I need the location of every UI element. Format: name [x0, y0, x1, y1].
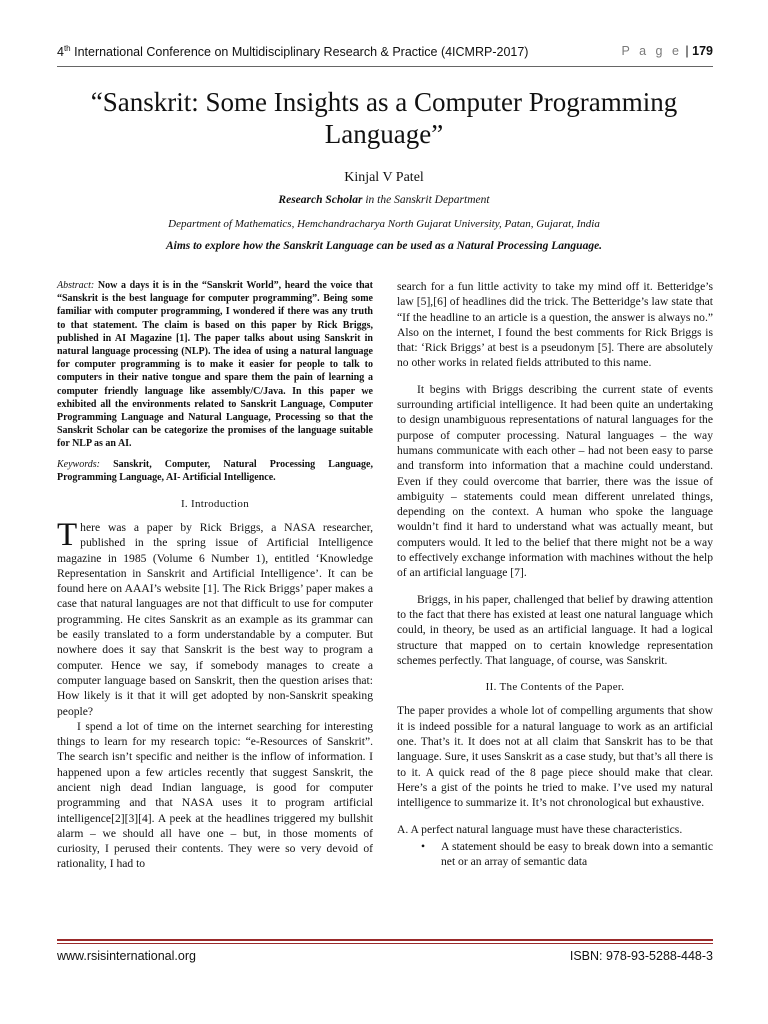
paper-title: “Sanskrit: Some Insights as a Computer Programming Language” — [90, 87, 678, 149]
bullet-item — [397, 839, 713, 870]
intro-paragraph-5: Briggs, in his paper, challenged that belief by drawing attention to the fact that there has existed at least one natural language which could, in theory, be used as an artificial language. It had a logical structure that mapped on to certain knowledge representation schemes perfectly. That language, of course, was Sanskrit. — [397, 592, 713, 667]
running-header — [57, 44, 713, 67]
abstract-label: Abstract: — [57, 280, 95, 291]
intro-paragraph-3: search for a fun little activity to take my mind off it. Betteridge’s law [5],[6] of headlines did the trick. The Betteridge’s law state that “If the headline to an article is a question, the answer is always no.” Also on the internet, I found the best comments for Rick Briggs is that: ‘Rick Briggs’ at best is a pseudonym [5]. There are absolutely no other works in related fields attributed to this name. — [397, 280, 713, 370]
abstract — [57, 279, 373, 451]
paper-aim: Aims to explore how the Sanskrit Language can be used as a Natural Processing Language. — [165, 240, 603, 252]
keywords-text: Sanskrit, Computer, Natural Processing Language, Programming Language, AI- Artificial Intelligence. — [57, 458, 373, 484]
contents-paragraph-1: The paper provides a whole lot of compelling arguments that show it is indeed possible for a natural language to work as an artificial one. That’s it. It does not at all claim that Sanskrit has to be that language. Sure, it uses Sanskrit as a case study, but that’s all there is to it. A quick read of the 8 page piece should make that clear. Here’s a gist of the points he tried to make. I’ve used my natural intelligence to summarize it. It’s not chronological but exhaustive. — [397, 704, 713, 810]
subsection-a: A. A perfect natural language must have these characteristics. — [397, 822, 683, 836]
keywords — [57, 458, 373, 485]
right-column — [397, 279, 713, 869]
abstract-text: Now a days it is in the “Sanskrit World”, heard the voice that “Sanskrit is the best language for computer programming”. Being some familiar with computer programming, I wondered if there was any truth to that statement. The claim is based on this paper by Rick Briggs, published in AI Magazine [1]. The paper talks about using Sanskrit in natural language processing (NLP). The idea of using a natural language for computer programming is to make it easier for people to talk to computers in their native tongue and spare them the pain of learning a computer friendly language like assembly/C/Java. In this paper we exhibited all the environments related to Sanskrit Language, Computer Programming Language and Natural Language, Processing so that the Sanskrit Scholar can be categorize the promises of the language suitable for NLP as an AI. — [57, 280, 373, 450]
page-number: 179 — [692, 44, 713, 58]
conference-ordinal: 4 — [57, 45, 64, 60]
bullet-icon: • — [421, 839, 426, 853]
page-indicator — [622, 44, 713, 58]
author-affiliation: Department of Mathematics, Hemchandracharya North Gujarat University, Patan, Gujarat, India — [168, 218, 600, 230]
keywords-label: Keywords: — [57, 458, 100, 470]
author-role-title: Research Scholar — [278, 194, 363, 206]
footer-website: www.rsisinternational.org — [57, 949, 196, 963]
intro-paragraph-4: It begins with Briggs describing the current state of events surrounding artificial intelligence. It had been quite an undertaking to design unambiguous representations of natural languages for the purpose of computer processing. Natural languages – the way humans communicate with each other – had not been easy to parse and transform into information that a machine could understand. Even if they could overcome that barrier, there was the issue of ambiguity – statements could mean different unrelated things, depending on the context. A human who spoke the language wouldn’t find it hard to understand what was actually meant, but computers would. It led to the belief that there might not be a way to effectively exchange information with machines without the help of an artificial language [7]. — [397, 382, 713, 580]
intro-paragraph-1: There was a paper by Rick Briggs, a NASA researcher, published in the spring issue of Artificial Intelligence magazine in 1985 (Volume 6 Number 1), entitled ‘Knowledge Representation in Sanskrit and Artificial Intelligence’. It can be found here on AAAI’s website [1]. The Rick Briggs’ paper makes a case that natural languages are not that difficult to use for computer programming. He cites Sanskrit as an example as its grammar can be easily translated to a form understandable by a computer. But nowhere does it say that Sanskrit is the best way to program a computer. Hence we say, if somebody manages to create a computer language based on Sanskrit, then the question arises that: How likely is it that it will get adopted by non-Sanskrit speaking people? — [57, 516, 373, 718]
page-separator: | — [681, 44, 693, 58]
intro-paragraph-2: I spend a lot of time on the internet searching for interesting things to learn for my research topic: “e-Resources of Sanskrit”. The search isn’t specific and neither is the inflow of information. I happened upon a few articles recently that suggest Sanskrit, the ancient nigh dead Indian language, is good for computer programming and that NASA uses it to program artificial intelligence[2][3][4]. A peek at the headlines triggered my bullshit alarm – we should all have one – but, in those moments of curiosity, I perused their contents. They were so very devoid of rationality, I had to — [57, 719, 373, 871]
author-name: Kinjal V Patel — [344, 170, 424, 185]
conference-ordinal-suffix: th — [63, 44, 71, 53]
page-word: P a g e — [621, 44, 682, 58]
conference-title — [57, 44, 528, 59]
footer-rule — [57, 939, 713, 941]
section-heading-contents: II. The Contents of the Paper. — [485, 681, 625, 694]
footer-isbn: ISBN: 978-93-5288-448-3 — [569, 949, 713, 963]
author-role-dept: in the Sanskrit Department — [362, 194, 490, 206]
conference-name: International Conference on Multidisciplinary Research & Practice (4ICMRP-2017) — [70, 45, 529, 60]
author-role — [0, 194, 768, 206]
footer-rule-thin — [57, 943, 713, 944]
left-column — [57, 279, 373, 872]
bullet-text: A statement should be easy to break down into a semantic net or an array of semantic data — [441, 839, 713, 869]
section-heading-introduction: I. Introduction — [180, 497, 250, 510]
